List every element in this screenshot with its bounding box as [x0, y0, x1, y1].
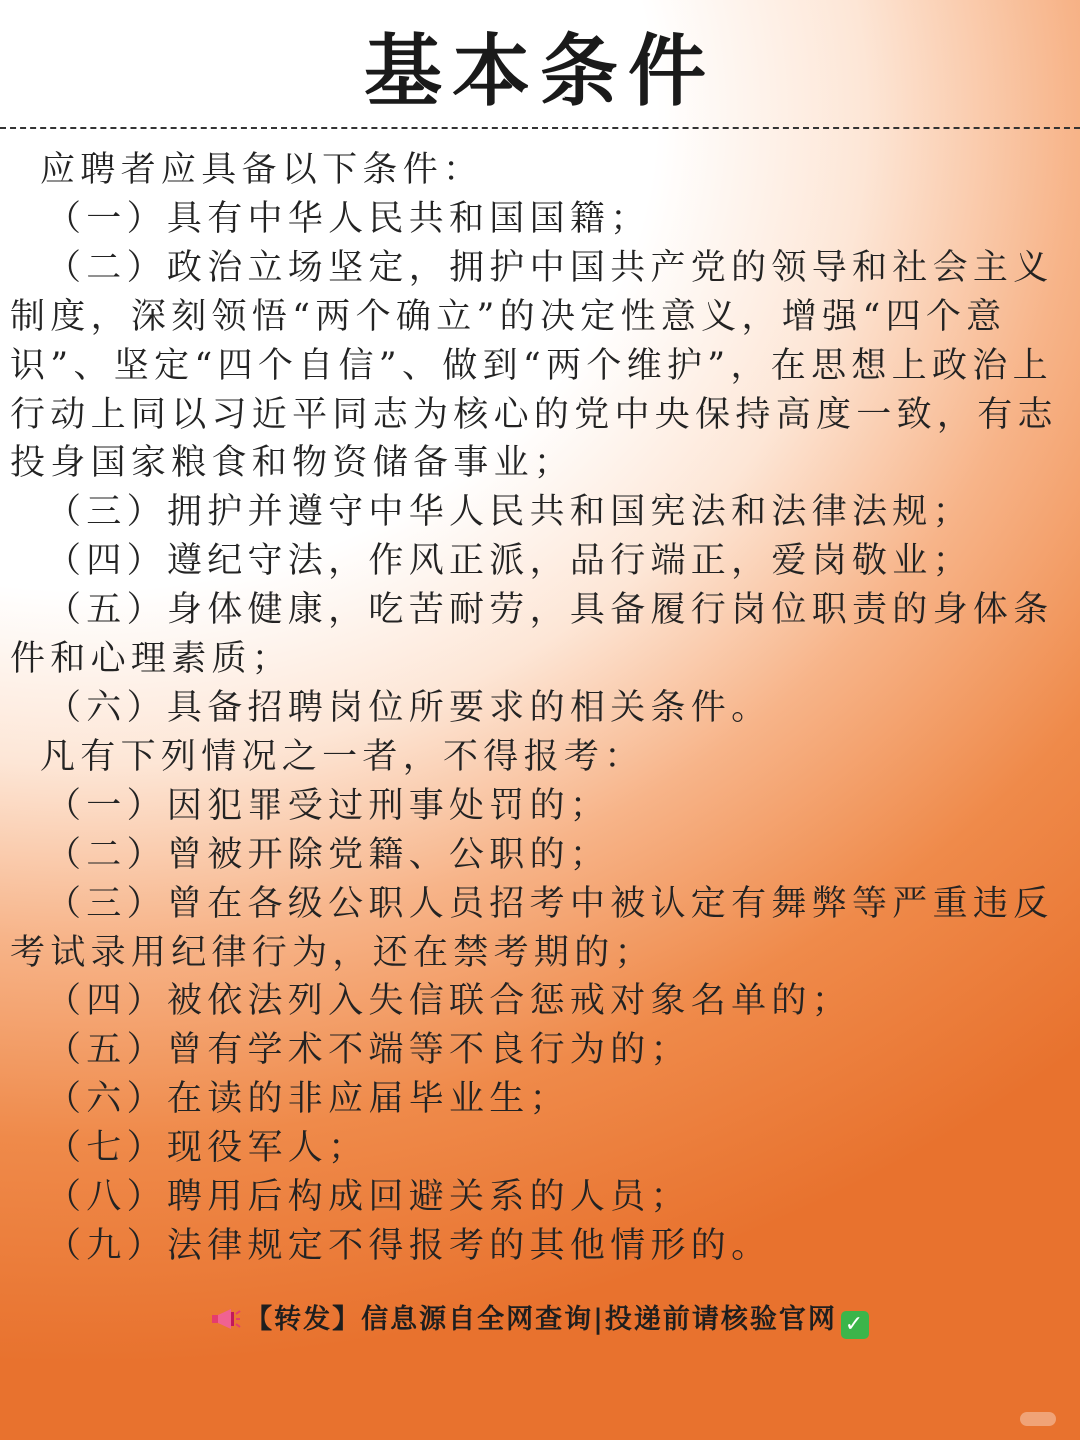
footer-note — [0, 1298, 1080, 1342]
conditions-body — [10, 146, 1072, 1271]
condition-item: （五）曾有学术不端等不良行为的； — [46, 1030, 691, 1071]
condition-item: （七）现役军人； — [46, 1128, 369, 1169]
condition-item: （三）曾在各级公职人员招考中被认定有舞弊等严重违反考试录用纪律行为，还在禁考期的； — [10, 883, 1054, 973]
dashed-divider — [0, 127, 1080, 129]
condition-item: （一）因犯罪受过刑事处罚的； — [46, 785, 611, 826]
check-mark-icon: ✓ — [841, 1311, 869, 1339]
condition-item: （三）拥护并遵守中华人民共和国宪法和法律法规； — [46, 492, 973, 533]
section-heading: 应聘者应具备以下条件： — [40, 150, 484, 190]
condition-item: （五）身体健康，吃苦耐劳，具备履行岗位职责的身体条件和心理素质； — [10, 590, 1054, 680]
megaphone-icon — [211, 1308, 241, 1330]
condition-item: （六）在读的非应届毕业生； — [46, 1079, 570, 1120]
condition-item: （九）法律规定不得报考的其他情形的。 — [46, 1225, 772, 1266]
section-heading: 凡有下列情况之一者，不得报考： — [40, 736, 645, 777]
condition-item: （四）被依法列入失信联合惩戒对象名单的； — [46, 981, 853, 1022]
condition-item: （八）聘用后构成回避关系的人员； — [46, 1177, 691, 1218]
condition-item: （二）政治立场坚定，拥护中国共产党的领导和社会主义制度，深刻领悟“两个确立”的决定性意义，增强“四个意识”、坚定“四个自信”、做到“两个维护”，在思想上政治上行动上同以习近平同志为核心的党中央保持高度一致，有志投身国家粮食和物资储备事业； — [10, 247, 1058, 484]
condition-item: （二）曾被开除党籍、公职的； — [46, 834, 611, 875]
condition-item: （四）遵纪守法，作风正派，品行端正，爱岗敬业； — [46, 541, 973, 582]
page-title: 基本条件 — [363, 26, 716, 117]
footer-text: 【转发】信息源自全网查询|投递前请核验官网 — [245, 1304, 837, 1335]
condition-item: （一）具有中华人民共和国国籍； — [46, 198, 651, 239]
condition-item: （六）具备招聘岗位所要求的相关条件。 — [46, 687, 772, 728]
watermark-mark — [1020, 1412, 1056, 1426]
